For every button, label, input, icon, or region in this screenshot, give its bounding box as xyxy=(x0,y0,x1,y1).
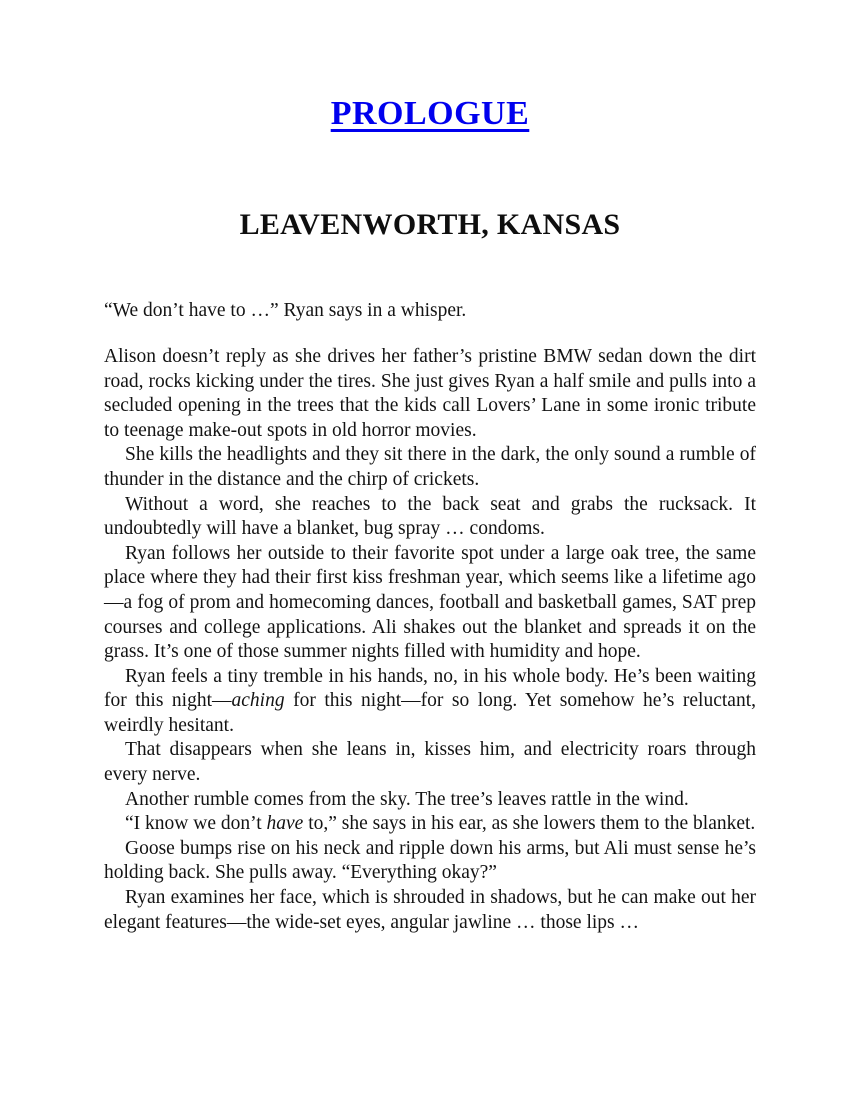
text-run: Ryan follows her outside to their favorite spot under a large oak tree, the same place where they had their first kiss freshman year, which seems like a lifetime ago—a fog of prom and homecoming dances, football and basketball games, SAT prep courses and college applications. Ali shakes out the blanket and spreads it on the grass. It’s one of those summer nights filled with humidity and hope. xyxy=(104,542,756,663)
text-run: Ryan examines her face, which is shrouded in shadows, but he can make out her elegant features—the wide-set eyes, angular jawline … those lips … xyxy=(104,887,756,933)
paragraph xyxy=(104,665,756,739)
paragraph xyxy=(104,493,756,542)
paragraph xyxy=(104,812,756,837)
paragraph xyxy=(104,738,756,787)
paragraph xyxy=(104,542,756,665)
prologue-link[interactable]: PROLOGUE xyxy=(330,95,530,132)
text-run: Ryan feels a tiny tremble in his hands, no, in his whole body. He’s been waiting for this night— xyxy=(104,665,756,712)
paragraph xyxy=(104,299,756,324)
text-run: to,” she says in his ear, as she lowers them to the blanket. xyxy=(303,813,756,835)
paragraph xyxy=(104,443,756,492)
text-run: Alison doesn’t reply as she drives her father’s pristine BMW sedan down the dirt road, rocks kicking under the tires. She just gives Ryan a half smile and pulls into a secluded opening in the trees that the kids call Lovers’ Lane in some ironic tribute to teenage make-out spots in old horror movies. xyxy=(104,345,756,441)
text-run: Another rumble comes from the sky. The tree’s leaves rattle in the wind. xyxy=(125,788,689,810)
italic-text-run: have xyxy=(266,813,304,835)
text-run: That disappears when she leans in, kisses him, and electricity roars through every nerve. xyxy=(104,739,756,786)
text-run: “We don’t have to …” Ryan says in a whisper. xyxy=(104,300,467,322)
paragraph xyxy=(104,886,756,935)
paragraph xyxy=(104,837,756,886)
text-run: “I know we don’t xyxy=(125,813,267,835)
paragraph xyxy=(104,788,756,813)
chapter-heading xyxy=(104,0,756,132)
chapter-subtitle: LEAVENWORTH, KANSAS xyxy=(239,208,621,242)
paragraph xyxy=(104,345,756,443)
italic-text-run: aching xyxy=(231,690,285,712)
body-text xyxy=(104,299,756,935)
text-run: She kills the headlights and they sit there in the dark, the only sound a rumble of thunder in the distance and the chirp of crickets. xyxy=(104,444,756,490)
text-run: Goose bumps rise on his neck and ripple down his arms, but Ali must sense he’s holding back. She pulls away. “Everything okay?” xyxy=(104,837,756,884)
text-run: Without a word, she reaches to the back seat and grabs the rucksack. It undoubtedly will have a blanket, bug spray … condoms. xyxy=(104,493,756,540)
text-run: for this night—for so long. Yet somehow he’s reluctant, weirdly hesitant. xyxy=(104,690,756,736)
